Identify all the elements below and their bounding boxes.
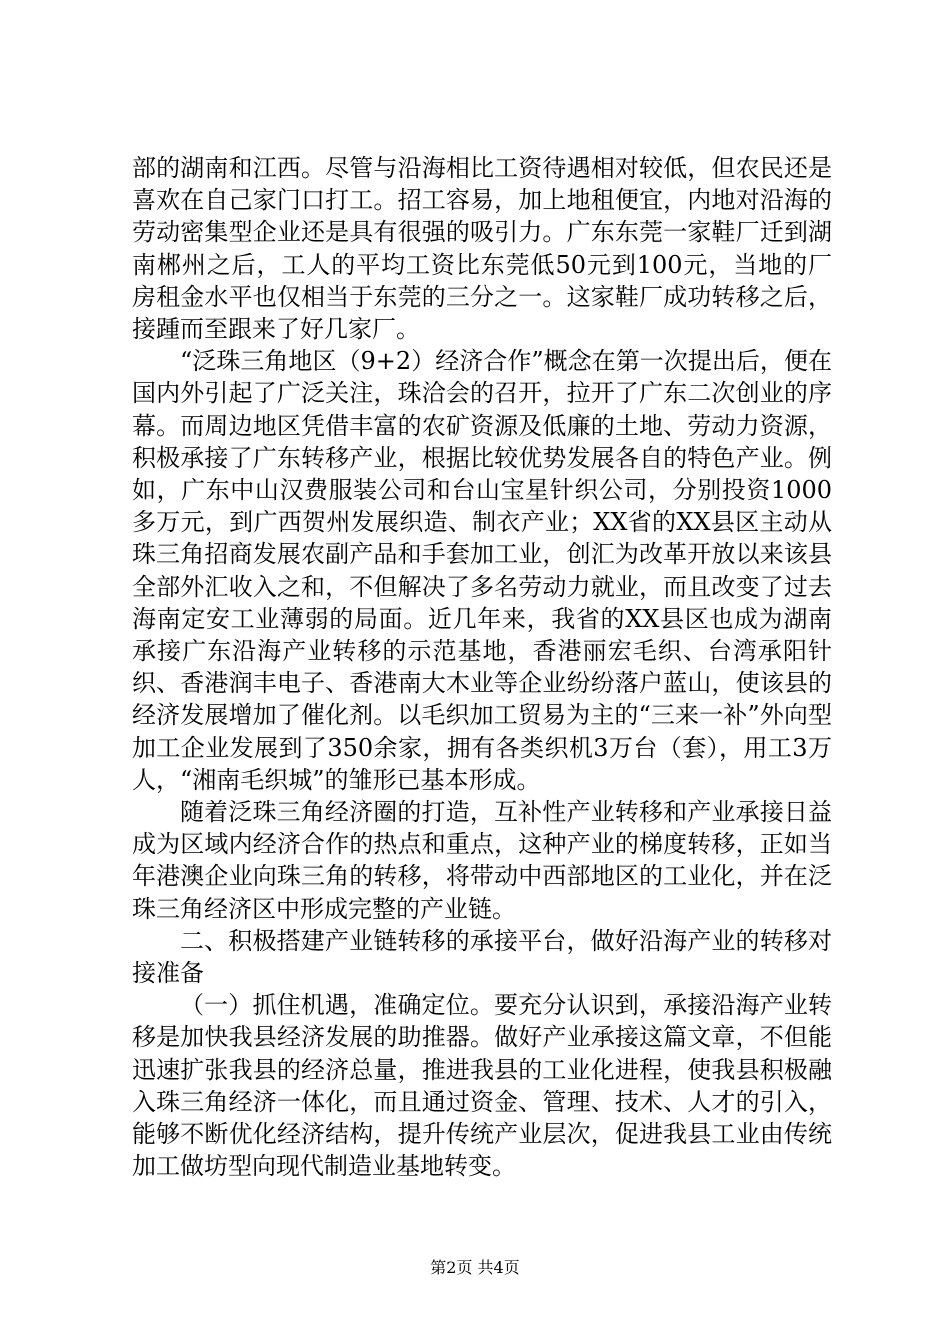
paragraph-industrial-transfer: 随着泛珠三角经济圈的打造，互补性产业转移和产业承接日益成为区域内经济合作的热点和重点，这种产业的梯度转移，正如当年港澳企业向珠三角的转移，将带动中西部地区的工业化，并在泛珠三角经济区中形成完整的产业链。 [132,798,832,923]
subsection-one-paragraph: （一）抓住机遇，准确定位。要充分认识到，承接沿海产业转移是加快我县经济发展的助推器。做好产业承接这篇文章，不但能迅速扩张我县的经济总量，推进我县的工业化进程，使我县积极融入珠三角经济一体化，而且通过资金、管理、技术、人才的引入，能够不断优化经济结构，提升传统产业层次，促进我县工业由传统加工做坊型向现代制造业基地转变。 [132,991,832,1181]
paragraph-continuation: 部的湖南和江西。尽管与沿海相比工资待遇相对较低，但农民还是喜欢在自己家门口打工。招工容易，加上地租便宜，内地对沿海的劳动密集型企业还是具有很强的吸引力。广东东莞一家鞋厂迁到湖南郴州之后，工人的平均工资比东莞低50元到100元，当地的厂房租金水平也仅相当于东莞的三分之一。这家鞋厂成功转移之后，接踵而至跟来了好几家厂。 [132,154,832,344]
page-footer: 第2页 共4页 [430,1258,520,1277]
paragraph-pan-pearl-river-delta: “泛珠三角地区（9+2）经济合作”概念在第一次提出后，便在国内外引起了广泛关注，珠洽会的召开，拉开了广东二次创业的序幕。而周边地区凭借丰富的农矿资源及低廉的土地、劳动力资源，积极承接了广东转移产业，根据比较优势发展各自的特色产业。例如，广东中山汉费服装公司和台山宝星针织公司，分别投资1000多万元，到广西贺州发展织造、制衣产业；XX省的XX县区主动从珠三角招商发展农副产品和手套加工业，创汇为改革开放以来该县全部外汇收入之和，不但解决了多名劳动力就业，而且改变了过去海南定安工业薄弱的局面。近几年来，我省的XX县区也成为湖南承接广东沿海产业转移的示范基地，香港丽宏毛织、台湾承阳针织、香港润丰电子、香港南大木业等企业纷纷落户蓝山，使该县的经济发展增加了催化剂。以毛织加工贸易为主的“三来一补”外向型加工企业发展到了350余家，拥有各类织机3万台（套），用工3万人，“湘南毛织城”的雏形已基本形成。 [132,347,832,794]
document-body [132,152,832,1183]
section-heading-two: 二、积极搭建产业链转移的承接平台，做好沿海产业的转移对接准备 [132,926,832,988]
